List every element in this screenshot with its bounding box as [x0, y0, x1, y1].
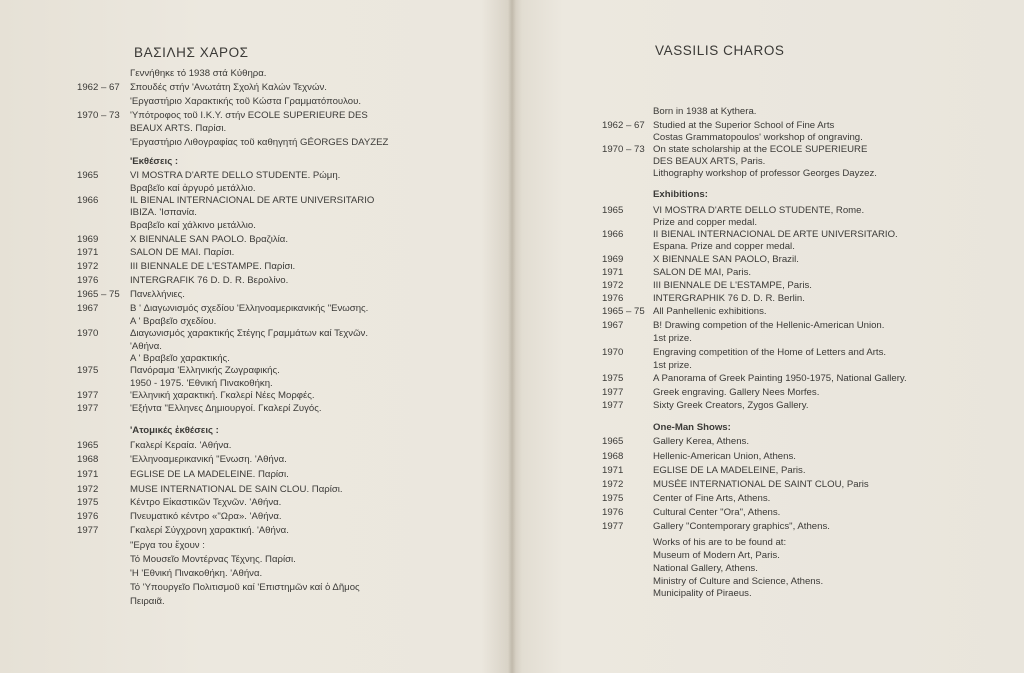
entry-year: 1969: [602, 254, 624, 265]
entry-year: 1977: [602, 521, 624, 532]
entry-text: Πανελλήνιες.: [130, 289, 185, 300]
entry-year: 1970 – 73: [602, 144, 645, 155]
section-heading: 'Εκθέσεις :: [130, 156, 179, 167]
entry-text: Γκαλερί Κεραία. 'Αθήνα.: [130, 440, 232, 451]
entry-text: Τό 'Υπουργεῖο Πολιτισμοῦ καί 'Επιστημῶν καί ὁ Δῆμος: [130, 582, 360, 593]
entry-text: B ' Διαγωνισμός σχεδίου 'Ελληνοαμερικανικής "Ενωσης.: [130, 303, 369, 314]
entry-text: Σπουδές στήν 'Ανωτάτη Σχολή Καλών Τεχνών.: [130, 82, 327, 93]
entry-year: 1965 – 75: [602, 306, 645, 317]
entry-year: 1970: [77, 328, 99, 339]
entry-year: 1977: [77, 525, 99, 536]
entry-text: Πανόραμα 'Ελληνικής Ζωγραφικής.: [130, 365, 280, 376]
entry-text: 'Αθήνα.: [130, 341, 162, 352]
entry-text: Engraving competition of the Home of Letters and Arts.: [653, 347, 887, 358]
entry-text: III BIENNALE DE L'ESTAMPE. Παρίσι.: [130, 261, 296, 272]
entry-year: 1975: [77, 497, 99, 508]
entry-text: Lithography workshop of professor Georges Dayzez.: [653, 168, 877, 179]
entry-year: 1972: [602, 280, 624, 291]
entry-text: INTERGRAFIK 76 D. D. R. Βερολίνο.: [130, 275, 289, 286]
entry-year: 1970: [602, 347, 624, 358]
entry-year: 1965: [602, 436, 624, 447]
entry-text: "Εργα του ἔχουν :: [130, 540, 205, 551]
entry-year: 1971: [77, 469, 99, 480]
entry-year: 1962 – 67: [602, 120, 645, 131]
entry-text: 'Ελληνοαμερικανική "Ενωση. 'Αθήνα.: [130, 454, 287, 465]
entry-year: 1965 – 75: [77, 289, 120, 300]
entry-text: VI MOSTRA D'ARTE DELLO STUDENTE. Ρώμη.: [130, 170, 341, 181]
entry-text: On state scholarship at the ECOLE SUPERIEURE: [653, 144, 868, 155]
entry-year: 1975: [77, 365, 99, 376]
entry-text: Works of his are to be found at:: [653, 537, 787, 548]
entry-text: Πνευματικό κέντρο «"Ωρα». 'Αθήνα.: [130, 511, 282, 522]
entry-year: 1971: [77, 247, 99, 258]
entry-text: 'Ελληνική χαρακτική. Γκαλερί Νέες Μορφές.: [130, 390, 315, 401]
entry-text: 1st prize.: [653, 360, 692, 371]
entry-year: 1965: [602, 205, 624, 216]
entry-text: Τό Μουσεῖο Μοντέρνας Τέχνης. Παρίσι.: [130, 554, 296, 565]
entry-text: Γεννήθηκε τό 1938 στά Κύθηρα.: [130, 68, 267, 79]
entry-year: 1976: [77, 275, 99, 286]
entry-text: Πειραιᾶ.: [130, 596, 165, 607]
entry-text: VI MOSTRA D'ARTE DELLO STUDENTE, Rome.: [653, 205, 865, 216]
entry-text: II BIENAL INTERNACIONAL DE ARTE UNIVERSITARIO.: [653, 229, 898, 240]
entry-text: Γκαλερί Σύγχρονη χαρακτική. 'Αθήνα.: [130, 525, 289, 536]
entry-year: 1975: [602, 493, 624, 504]
entry-text: IBIZA. 'Ισπανία.: [130, 207, 197, 218]
entry-text: X BIENNALE SAN PAOLO, Brazil.: [653, 254, 799, 265]
entry-year: 1977: [602, 387, 624, 398]
entry-year: 1972: [77, 484, 99, 495]
entry-text: A Panorama of Greek Painting 1950-1975, National Gallery.: [653, 373, 907, 384]
entry-text: Ministry of Culture and Science, Athens.: [653, 576, 824, 587]
entry-year: 1968: [77, 454, 99, 465]
entry-text: DES BEAUX ARTS, Paris.: [653, 156, 766, 167]
section-heading: One-Man Shows:: [653, 422, 731, 433]
entry-text: Museum of Modern Art, Paris.: [653, 550, 780, 561]
entry-text: Center of Fine Arts, Athens.: [653, 493, 771, 504]
page-title: VASSILIS CHAROS: [655, 43, 785, 58]
entry-text: All Panhellenic exhibitions.: [653, 306, 767, 317]
entry-text: 'Εργαστήριο Λιθογραφίας τοῦ καθηγητή GÉORGES DAYZEZ: [130, 137, 389, 148]
entry-text: BEAUX ARTS. Παρίσι.: [130, 123, 227, 134]
entry-text: Studied at the Superior School of Fine Arts: [653, 120, 835, 131]
entry-text: EGLISE DE LA MADELEINE, Paris.: [653, 465, 806, 476]
entry-text: Costas Grammatopoulos' workshop of ongraving.: [653, 132, 863, 143]
entry-text: Sixty Greek Creators, Zygos Gallery.: [653, 400, 809, 411]
entry-text: National Gallery, Athens.: [653, 563, 758, 574]
entry-text: MUSE INTERNATIONAL DE SAIN CLOU. Παρίσι.: [130, 484, 343, 495]
page-title: ΒΑΣΙΛΗΣ ΧΑΡΟΣ: [134, 45, 249, 60]
entry-text: SALON DE MAI, Paris.: [653, 267, 752, 278]
section-heading: Exhibitions:: [653, 189, 708, 200]
entry-text: 'Η 'Εθνική Πινακοθήκη. 'Αθήνα.: [130, 568, 263, 579]
entry-text: EGLISE DE LA MADELEINE. Παρίσι.: [130, 469, 289, 480]
entry-text: 'Εργαστήριο Χαρακτικής τοῦ Κώστα Γραμματόπουλου.: [130, 96, 362, 107]
entry-text: 1st prize.: [653, 333, 692, 344]
entry-text: Βραβεῖο καί ἀργυρό μετάλλιο.: [130, 183, 256, 194]
entry-year: 1967: [77, 303, 99, 314]
entry-text: Διαγωνισμός χαρακτικής Στέγης Γραμμάτων καί Τεχνῶν.: [130, 328, 369, 339]
entry-text: A ' Βραβεῖο σχεδίου.: [130, 316, 217, 327]
section-heading: 'Ατομικές ἐκθέσεις :: [130, 425, 219, 436]
entry-text: SALON DE MAI. Παρίσι.: [130, 247, 235, 258]
entry-text: Greek engraving. Gallery Nees Morfes.: [653, 387, 820, 398]
entry-year: 1972: [77, 261, 99, 272]
entry-year: 1971: [602, 465, 624, 476]
entry-text: INTERGRAPHIK 76 D. D. R. Berlin.: [653, 293, 805, 304]
entry-year: 1966: [77, 195, 99, 206]
entry-year: 1976: [602, 507, 624, 518]
entry-year: 1970 – 73: [77, 110, 120, 121]
entry-year: 1977: [77, 390, 99, 401]
entry-text: Municipality of Piraeus.: [653, 588, 752, 599]
entry-year: 1976: [602, 293, 624, 304]
entry-text: Espana. Prize and copper medal.: [653, 241, 795, 252]
entry-year: 1968: [602, 451, 624, 462]
entry-text: Gallery "Contemporary graphics", Athens.: [653, 521, 830, 532]
entry-year: 1977: [602, 400, 624, 411]
entry-text: MUSÉE INTERNATIONAL DE SAINT CLOU, Paris: [653, 479, 869, 490]
entry-text: Κέντρο Εἰκαστικῶν Τεχνῶν. 'Αθήνα.: [130, 497, 282, 508]
entry-text: Βραβεῖο καί χάλκινο μετάλλιο.: [130, 220, 256, 231]
entry-text: Hellenic-American Union, Athens.: [653, 451, 796, 462]
entry-year: 1965: [77, 440, 99, 451]
entry-year: 1967: [602, 320, 624, 331]
entry-text: X BIENNALE SAN PAOLO. Βραζιλία.: [130, 234, 288, 245]
entry-text: 'Εξήντα "Ελληνες Δημιουργοί. Γκαλερί Ζυγός.: [130, 403, 322, 414]
entry-year: 1972: [602, 479, 624, 490]
entry-text: III BIENNALE DE L'ESTAMPE, Paris.: [653, 280, 812, 291]
entry-year: 1977: [77, 403, 99, 414]
entry-text: Gallery Kerea, Athens.: [653, 436, 749, 447]
entry-text: 1950 - 1975. 'Εθνική Πινακοθήκη.: [130, 378, 273, 389]
entry-year: 1965: [77, 170, 99, 181]
entry-text: 'Υπότροφος τοῦ Ι.Κ.Υ. στήν ECOLE SUPERIEURE DES: [130, 110, 368, 121]
entry-text: Born in 1938 at Kythera.: [653, 106, 757, 117]
entry-text: B! Drawing competion of the Hellenic-American Union.: [653, 320, 885, 331]
entry-year: 1976: [77, 511, 99, 522]
entry-year: 1975: [602, 373, 624, 384]
entry-text: Cultural Center "Ora", Athens.: [653, 507, 781, 518]
entry-year: 1971: [602, 267, 624, 278]
entry-year: 1966: [602, 229, 624, 240]
entry-text: Prize and copper medal.: [653, 217, 757, 228]
entry-text: IL BIENAL INTERNACIONAL DE ARTE UNIVERSITARIO: [130, 195, 375, 206]
entry-year: 1969: [77, 234, 99, 245]
entry-year: 1962 – 67: [77, 82, 120, 93]
english-page: [512, 0, 1024, 673]
entry-text: A ' Βραβεῖο χαρακτικής.: [130, 353, 230, 364]
